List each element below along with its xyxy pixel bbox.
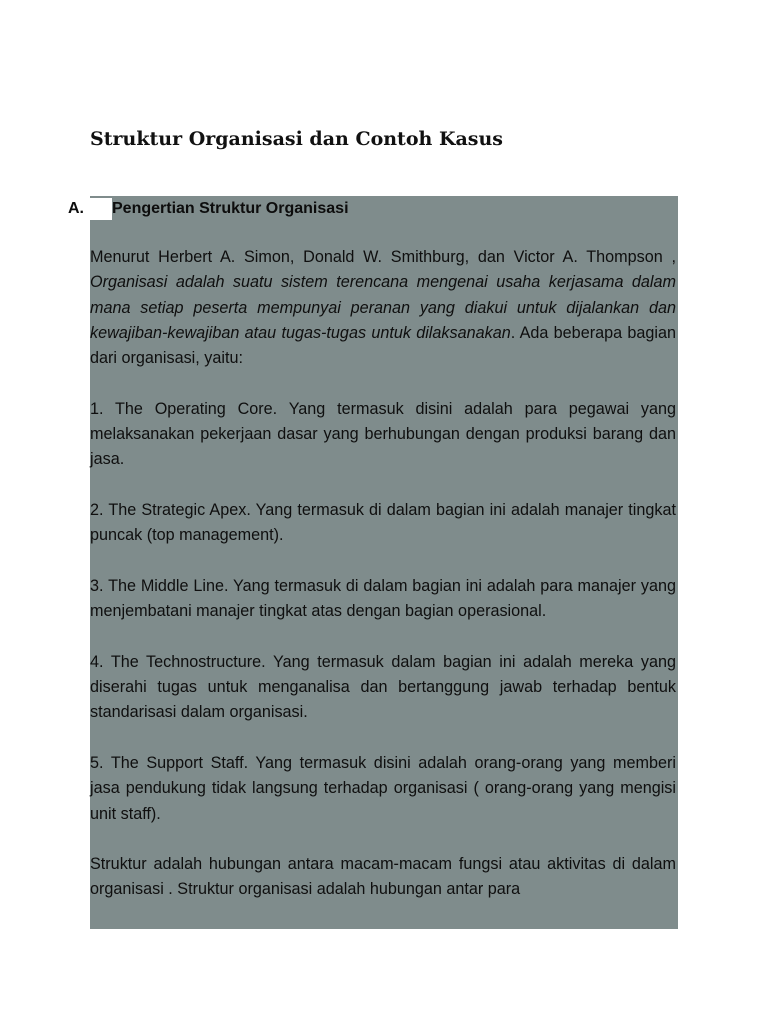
intro-trail: . Ada beberapa bagian dari organisasi, yaitu: xyxy=(90,323,676,368)
list-item-strategic-apex: 2. The Strategic Apex. Yang termasuk di dalam bagian ini adalah manajer tingkat puncak (top management). xyxy=(90,500,676,545)
intro-paragraph xyxy=(90,245,676,371)
section-letter: A. xyxy=(66,198,112,220)
list-item-technostructure: 4. The Technostructure. Yang termasuk dalam bagian ini adalah mereka yang diserahi tugas untuk menganalisa dan bertanggung jawab terhadap bentuk standarisasi dalam organisasi. xyxy=(90,652,676,722)
document-title: Struktur Organisasi dan Contoh Kasus xyxy=(90,128,503,150)
intro-definition: Organisasi adalah suatu sistem terencana mengenai usaha kerjasama dalam mana setiap peserta mempunyai peranan yang diakui untuk dijalankan dan kewajiban-kewajiban atau tugas-tugas untuk dilaksanakan xyxy=(90,273,676,342)
closing-paragraph: Struktur adalah hubungan antara macam-macam fungsi atau aktivitas di dalam organisasi . Struktur organisasi adalah hubungan antar para xyxy=(90,855,676,899)
section-body xyxy=(90,245,676,903)
intro-lead: Menurut Herbert A. Simon, Donald W. Smithburg, dan Victor A. Thompson , xyxy=(90,248,676,266)
list-item-middle-line: 3. The Middle Line. Yang termasuk di dalam bagian ini adalah para manajer yang menjembatani manajer tingkat atas dengan bagian operasional. xyxy=(90,576,676,621)
list-item-support-staff: 5. The Support Staff. Yang termasuk disini adalah orang-orang yang memberi jasa pendukung tidak langsung terhadap organisasi ( orang-orang yang mengisi unit staff). xyxy=(90,753,676,823)
section-heading-text: Pengertian Struktur Organisasi xyxy=(112,200,349,217)
list-item-operating-core: 1. The Operating Core. Yang termasuk disini adalah para pegawai yang melaksanakan pekerjaan dasar yang berhubungan dengan produksi barang dan jasa. xyxy=(90,399,676,469)
page-bottom-margin xyxy=(0,929,768,1024)
section-heading xyxy=(66,198,349,220)
